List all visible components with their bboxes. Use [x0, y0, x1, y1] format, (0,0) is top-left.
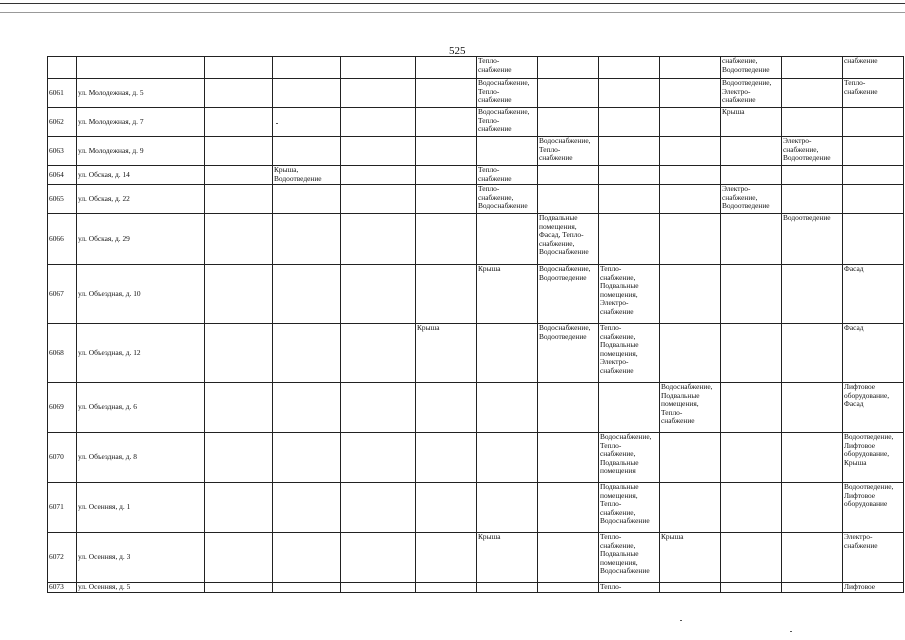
work-type-cell	[660, 483, 721, 533]
work-type-cell: Фасад	[843, 265, 904, 324]
work-type-cell: Водоотведение, Лифтовое оборудование, Крыша	[843, 433, 904, 483]
work-type-cell	[416, 57, 477, 79]
work-type-cell	[538, 79, 599, 108]
row-number-cell: 6061	[48, 79, 77, 108]
address-cell: ул. Обская, д. 22	[77, 185, 205, 214]
work-type-cell	[273, 57, 341, 79]
address-cell	[77, 57, 205, 79]
scan-speck	[276, 123, 278, 124]
work-type-cell	[660, 185, 721, 214]
work-type-cell	[341, 265, 416, 324]
work-type-cell	[721, 433, 782, 483]
work-type-cell	[205, 214, 273, 265]
table-row	[48, 166, 904, 185]
scan-speck	[680, 620, 682, 621]
work-type-cell: Электро- снабжение, Водоотведение	[721, 185, 782, 214]
work-type-cell	[782, 265, 843, 324]
work-type-cell	[660, 108, 721, 137]
table-row	[48, 383, 904, 433]
work-type-cell	[721, 214, 782, 265]
work-type-cell	[341, 324, 416, 383]
work-type-cell	[599, 185, 660, 214]
work-type-cell	[538, 185, 599, 214]
work-type-cell: Водоотведение, Электро- снабжение	[721, 79, 782, 108]
scan-speck	[790, 631, 792, 632]
work-type-cell: Водоснабжение, Подвальные помещения, Тепло- снабжение	[660, 383, 721, 433]
work-type-cell	[660, 265, 721, 324]
work-type-cell: Крыша	[477, 265, 538, 324]
work-type-cell	[341, 185, 416, 214]
work-type-cell	[721, 166, 782, 185]
work-type-cell	[416, 383, 477, 433]
work-type-cell	[416, 137, 477, 166]
table-row	[48, 533, 904, 583]
work-type-cell	[273, 137, 341, 166]
work-type-cell	[782, 57, 843, 79]
work-type-cell	[538, 483, 599, 533]
work-type-cell: Водоотведение, Лифтовое оборудование	[843, 483, 904, 533]
work-type-cell	[205, 433, 273, 483]
work-type-cell: Водоснабжение, Водоотведение	[538, 324, 599, 383]
row-number-cell: 6070	[48, 433, 77, 483]
row-number-cell: 6067	[48, 265, 77, 324]
work-type-cell	[843, 185, 904, 214]
work-type-cell	[273, 79, 341, 108]
scan-top-edge	[0, 3, 905, 4]
work-type-cell	[782, 583, 843, 593]
work-type-cell	[660, 57, 721, 79]
address-cell: ул. Осенняя, д. 1	[77, 483, 205, 533]
work-type-cell	[782, 383, 843, 433]
work-type-cell	[477, 433, 538, 483]
work-type-cell	[205, 383, 273, 433]
work-type-cell	[341, 137, 416, 166]
work-type-cell	[843, 108, 904, 137]
work-type-cell	[416, 533, 477, 583]
work-type-cell: снабжение, Водоотведение	[721, 57, 782, 79]
work-type-cell: Крыша	[477, 533, 538, 583]
work-type-cell	[538, 433, 599, 483]
work-type-cell	[782, 79, 843, 108]
work-type-cell	[599, 383, 660, 433]
table-row	[48, 265, 904, 324]
work-type-cell	[538, 57, 599, 79]
work-type-cell	[721, 324, 782, 383]
work-type-cell: Крыша	[416, 324, 477, 383]
work-type-cell: Тепло- снабжение, Подвальные помещения, Электро- снабжение	[599, 265, 660, 324]
work-type-cell	[721, 583, 782, 593]
work-type-cell	[416, 483, 477, 533]
work-type-cell	[477, 383, 538, 433]
table-row	[48, 324, 904, 383]
work-type-cell	[273, 214, 341, 265]
work-type-cell	[205, 57, 273, 79]
work-type-cell: Водоснабжение, Тепло- снабжение	[538, 137, 599, 166]
work-type-cell: Фасад	[843, 324, 904, 383]
row-number-cell: 6069	[48, 383, 77, 433]
work-type-cell	[538, 108, 599, 137]
work-type-cell	[416, 214, 477, 265]
row-number-cell: 6062	[48, 108, 77, 137]
row-number-cell: 6072	[48, 533, 77, 583]
address-cell: ул. Объездная, д. 8	[77, 433, 205, 483]
work-type-cell: Тепло- снабжение	[477, 166, 538, 185]
work-type-cell	[538, 383, 599, 433]
address-cell: ул. Молодежная, д. 7	[77, 108, 205, 137]
work-type-cell	[660, 214, 721, 265]
work-type-cell	[599, 108, 660, 137]
work-type-cell	[477, 137, 538, 166]
work-type-cell	[416, 79, 477, 108]
work-type-cell	[341, 57, 416, 79]
work-type-cell	[538, 166, 599, 185]
table-row	[48, 137, 904, 166]
work-type-cell	[416, 583, 477, 593]
row-number-cell: 6063	[48, 137, 77, 166]
work-type-cell	[205, 265, 273, 324]
address-cell: ул. Осенняя, д. 5	[77, 583, 205, 593]
row-number-cell: 6068	[48, 324, 77, 383]
work-type-cell	[843, 166, 904, 185]
work-type-cell	[599, 79, 660, 108]
work-type-cell	[205, 583, 273, 593]
work-type-cell: Электро- снабжение, Водоотведение	[782, 137, 843, 166]
work-type-cell	[660, 583, 721, 593]
work-type-cell: Тепло- снабжение	[477, 57, 538, 79]
work-type-cell	[538, 533, 599, 583]
work-type-cell	[477, 324, 538, 383]
work-type-cell	[782, 533, 843, 583]
work-type-cell	[416, 185, 477, 214]
work-type-cell	[205, 185, 273, 214]
page-number: 525	[449, 45, 466, 57]
table-row	[48, 583, 904, 593]
work-type-cell	[599, 57, 660, 79]
table-row	[48, 433, 904, 483]
work-type-cell	[477, 583, 538, 593]
work-type-cell	[205, 166, 273, 185]
work-type-cell	[205, 483, 273, 533]
work-type-cell	[660, 166, 721, 185]
work-type-cell	[205, 137, 273, 166]
address-cell: ул. Объездная, д. 10	[77, 265, 205, 324]
work-type-cell	[843, 214, 904, 265]
work-type-cell: Подвальные помещения, Фасад, Тепло- снабжение, Водоснабжение	[538, 214, 599, 265]
work-type-cell: Водоснабжение, Водоотведение	[538, 265, 599, 324]
work-type-cell	[599, 137, 660, 166]
work-type-cell	[416, 166, 477, 185]
work-type-cell	[721, 483, 782, 533]
address-cell: ул. Обская, д. 14	[77, 166, 205, 185]
work-type-cell	[273, 108, 341, 137]
work-type-cell: Подвальные помещения, Тепло- снабжение, Водоснабжение	[599, 483, 660, 533]
work-type-cell	[660, 433, 721, 483]
work-type-cell	[273, 265, 341, 324]
work-type-cell: Тепло- снабжение, Подвальные помещения, Водоснабжение	[599, 533, 660, 583]
work-type-cell	[341, 108, 416, 137]
work-type-cell	[660, 137, 721, 166]
work-type-cell	[341, 214, 416, 265]
address-cell: ул. Обская, д. 29	[77, 214, 205, 265]
work-type-cell	[599, 166, 660, 185]
work-type-cell: Тепло- снабжение, Водоснабжение	[477, 185, 538, 214]
work-type-cell	[782, 324, 843, 383]
work-type-cell	[205, 79, 273, 108]
work-type-cell	[205, 108, 273, 137]
work-type-cell: Крыша	[660, 533, 721, 583]
work-type-cell	[477, 483, 538, 533]
work-type-cell	[416, 265, 477, 324]
work-type-cell	[782, 185, 843, 214]
address-cell: ул. Объездная, д. 12	[77, 324, 205, 383]
work-type-cell	[273, 324, 341, 383]
work-type-cell: Лифтовое оборудование, Фасад	[843, 383, 904, 433]
work-type-cell	[341, 79, 416, 108]
work-type-cell	[782, 483, 843, 533]
table-row	[48, 79, 904, 108]
table-row	[48, 185, 904, 214]
address-cell: ул. Объездная, д. 6	[77, 383, 205, 433]
work-type-cell	[721, 533, 782, 583]
row-number-cell: 6071	[48, 483, 77, 533]
work-type-cell	[341, 383, 416, 433]
row-number-cell: 6065	[48, 185, 77, 214]
work-type-cell: Тепло- снабжение, Подвальные помещения, Электро- снабжение	[599, 324, 660, 383]
work-type-cell	[782, 433, 843, 483]
work-type-cell: Водоснабжение, Тепло- снабжение	[477, 108, 538, 137]
scan-top-edge-shadow	[0, 12, 905, 13]
work-type-cell	[782, 108, 843, 137]
table-row	[48, 57, 904, 79]
work-type-cell	[273, 383, 341, 433]
work-type-cell	[599, 214, 660, 265]
work-type-cell	[273, 583, 341, 593]
work-type-cell	[273, 533, 341, 583]
work-type-cell	[660, 79, 721, 108]
work-type-cell	[273, 483, 341, 533]
row-number-cell: 6073	[48, 583, 77, 593]
work-type-cell	[843, 137, 904, 166]
work-type-cell	[721, 383, 782, 433]
work-type-cell	[341, 483, 416, 533]
repair-schedule-table	[47, 56, 904, 593]
work-type-cell: Водоснабжение, Тепло- снабжение, Подвальные помещения	[599, 433, 660, 483]
work-type-cell	[341, 583, 416, 593]
work-type-cell	[341, 433, 416, 483]
work-type-cell	[477, 214, 538, 265]
work-type-cell	[538, 583, 599, 593]
row-number-cell: 6064	[48, 166, 77, 185]
work-type-cell	[273, 185, 341, 214]
table-row	[48, 483, 904, 533]
work-type-cell	[721, 265, 782, 324]
work-type-cell	[416, 108, 477, 137]
row-number-cell	[48, 57, 77, 79]
address-cell: ул. Молодежная, д. 5	[77, 79, 205, 108]
work-type-cell	[721, 137, 782, 166]
work-type-cell	[341, 533, 416, 583]
work-type-cell	[205, 324, 273, 383]
work-type-cell	[782, 166, 843, 185]
work-type-cell: Тепло-	[599, 583, 660, 593]
work-type-cell: снабжение	[843, 57, 904, 79]
work-type-cell	[205, 533, 273, 583]
table-row	[48, 108, 904, 137]
work-type-cell: Крыша, Водоотведение	[273, 166, 341, 185]
work-type-cell	[341, 166, 416, 185]
row-number-cell: 6066	[48, 214, 77, 265]
address-cell: ул. Молодежная, д. 9	[77, 137, 205, 166]
table-row	[48, 214, 904, 265]
work-type-cell: Тепло- снабжение	[843, 79, 904, 108]
work-type-cell	[273, 433, 341, 483]
work-type-cell: Водоснабжение, Тепло- снабжение	[477, 79, 538, 108]
work-type-cell: Водоотведение	[782, 214, 843, 265]
work-type-cell: Лифтовое	[843, 583, 904, 593]
work-type-cell: Электро- снабжение	[843, 533, 904, 583]
address-cell: ул. Осенняя, д. 3	[77, 533, 205, 583]
work-type-cell	[416, 433, 477, 483]
work-type-cell: Крыша	[721, 108, 782, 137]
work-type-cell	[660, 324, 721, 383]
